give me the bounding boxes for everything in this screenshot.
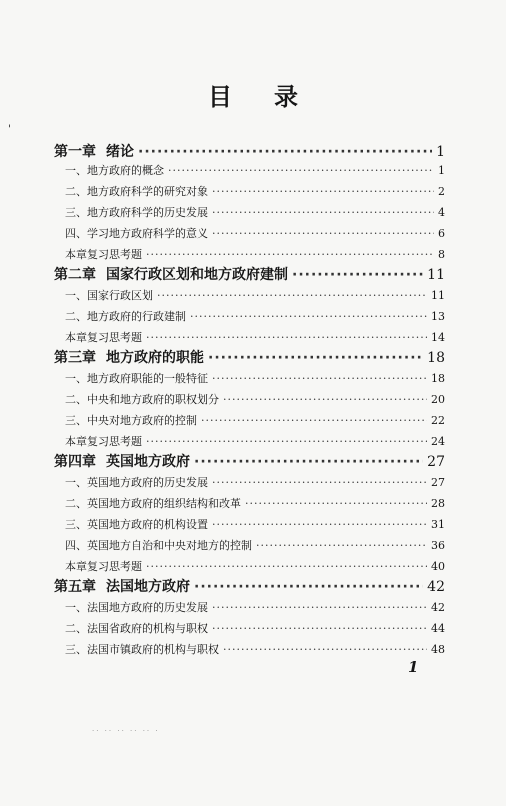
toc-chapter-title [54,576,190,596]
toc-section-row[interactable] [65,370,445,386]
page-number: 1 [408,658,419,676]
dot-leader [208,350,423,366]
dot-leader [190,310,427,323]
toc-page-number: 11 [431,289,445,302]
dot-leader [212,601,427,614]
toc-review-row[interactable] [65,329,445,345]
toc-page-number: 42 [427,579,445,595]
toc-chapter-label: 国家行政区划和地方政府建制 [106,267,288,283]
toc-section-row[interactable] [65,495,445,511]
dot-leader [212,206,434,219]
toc-chapter-label: 绪论 [106,144,134,160]
toc-page-number: 44 [431,622,445,635]
dot-leader [194,579,423,595]
toc-page-number: 6 [438,227,445,240]
toc-section-row[interactable] [65,599,445,615]
dot-leader [256,539,427,552]
dot-leader [212,518,427,531]
toc-page-number: 24 [431,435,445,448]
toc-page-number: 20 [431,393,445,406]
title-char-1: 目 [208,83,232,111]
toc-section-label: 一、英国地方政府的历史发展 [65,476,208,489]
toc-chapter-title [54,347,204,367]
dot-leader [245,497,427,510]
toc-section-label: 一、国家行政区划 [65,289,153,302]
toc-chapter-row[interactable] [54,141,445,161]
toc-section-label: 一、地方政府的概念 [65,164,164,177]
toc-review-row[interactable] [65,558,445,574]
dot-leader [138,144,432,160]
toc-section-row[interactable] [65,641,445,657]
dot-leader [194,454,423,470]
page-title [0,77,506,112]
toc-section-row[interactable] [65,474,445,490]
toc-section-row[interactable] [65,620,445,636]
toc-section-row[interactable] [65,225,445,241]
toc-section-label: 二、地方政府的行政建制 [65,310,186,323]
dot-leader [212,185,434,198]
title-char-2: 录 [274,83,298,111]
toc-chapter-row[interactable] [54,264,445,284]
print-smudge: ·· ·· ·· ·· ·· · [92,727,160,735]
toc-section-label: 一、地方政府职能的一般特征 [65,372,208,385]
toc-section-label: 二、英国地方政府的组织结构和改革 [65,497,241,510]
toc-section-row[interactable] [65,183,445,199]
toc-chapter-label: 英国地方政府 [106,454,190,470]
toc-review-row[interactable] [65,246,445,262]
dot-leader [146,435,427,448]
toc-section-row[interactable] [65,308,445,324]
toc-section-label: 四、英国地方自治和中央对地方的控制 [65,539,252,552]
toc-page-number: 27 [427,454,445,470]
toc-chapter-title [54,141,134,161]
dot-leader [157,289,427,302]
toc-chapter-number: 第三章 [54,350,96,366]
toc-page-number: 31 [431,518,445,531]
toc-section-row[interactable] [65,412,445,428]
toc-page-number: 8 [438,248,445,261]
toc-page-number: 11 [427,267,445,283]
toc-section-row[interactable] [65,204,445,220]
dot-leader [146,560,427,573]
dot-leader [146,248,434,261]
toc-chapter-number: 第二章 [54,267,96,283]
toc-page-number: 22 [431,414,445,427]
toc-page-number: 18 [431,372,445,385]
toc-chapter-number: 第五章 [54,579,96,595]
toc-review-label: 本章复习思考题 [65,435,142,448]
toc-section-row[interactable] [65,162,445,178]
toc-section-row[interactable] [65,516,445,532]
toc-page-number: 42 [431,601,445,614]
toc-section-row[interactable] [65,287,445,303]
dot-leader [223,393,427,406]
toc-section-row[interactable] [65,537,445,553]
toc-page-number: 1 [436,144,445,160]
toc-chapter-title [54,451,190,471]
toc-page-number: 1 [438,164,445,177]
toc-review-row[interactable] [65,433,445,449]
toc-section-label: 二、地方政府科学的研究对象 [65,185,208,198]
toc-section-label: 一、法国地方政府的历史发展 [65,601,208,614]
dot-leader [212,372,427,385]
toc-section-label: 四、学习地方政府科学的意义 [65,227,208,240]
toc-section-label: 三、中央对地方政府的控制 [65,414,197,427]
dot-leader [212,622,427,635]
toc-chapter-row[interactable] [54,347,445,367]
toc-review-label: 本章复习思考题 [65,560,142,573]
toc-chapter-label: 法国地方政府 [106,579,190,595]
toc-page-number: 40 [431,560,445,573]
toc-chapter-row[interactable] [54,576,445,596]
toc-section-label: 三、法国市镇政府的机构与职权 [65,643,219,656]
toc-section-label: 二、法国省政府的机构与职权 [65,622,208,635]
dot-leader [168,164,434,177]
toc-chapter-number: 第四章 [54,454,96,470]
toc-section-label: 二、中央和地方政府的职权划分 [65,393,219,406]
toc-page-number: 28 [431,497,445,510]
toc-page-number: 4 [438,206,445,219]
toc-review-label: 本章复习思考题 [65,248,142,261]
dot-leader [292,267,423,283]
toc-page-number: 14 [431,331,445,344]
toc-page-number: 13 [431,310,445,323]
toc-section-label: 三、英国地方政府的机构设置 [65,518,208,531]
toc-page-number: 36 [431,539,445,552]
toc-page-number: 18 [427,350,445,366]
toc-page-number: 27 [431,476,445,489]
dot-leader [223,643,427,656]
dot-leader [201,414,427,427]
dot-leader [146,331,427,344]
toc-chapter-label: 地方政府的职能 [106,350,204,366]
toc-section-row[interactable] [65,391,445,407]
toc-chapter-row[interactable] [54,451,445,471]
margin-speck: ' [8,124,11,135]
dot-leader [212,476,427,489]
toc-page-number: 48 [431,643,445,656]
toc-section-label: 三、地方政府科学的历史发展 [65,206,208,219]
toc-review-label: 本章复习思考题 [65,331,142,344]
toc-chapter-number: 第一章 [54,144,96,160]
toc-page-number: 2 [438,185,445,198]
toc-chapter-title [54,264,288,284]
dot-leader [212,227,434,240]
